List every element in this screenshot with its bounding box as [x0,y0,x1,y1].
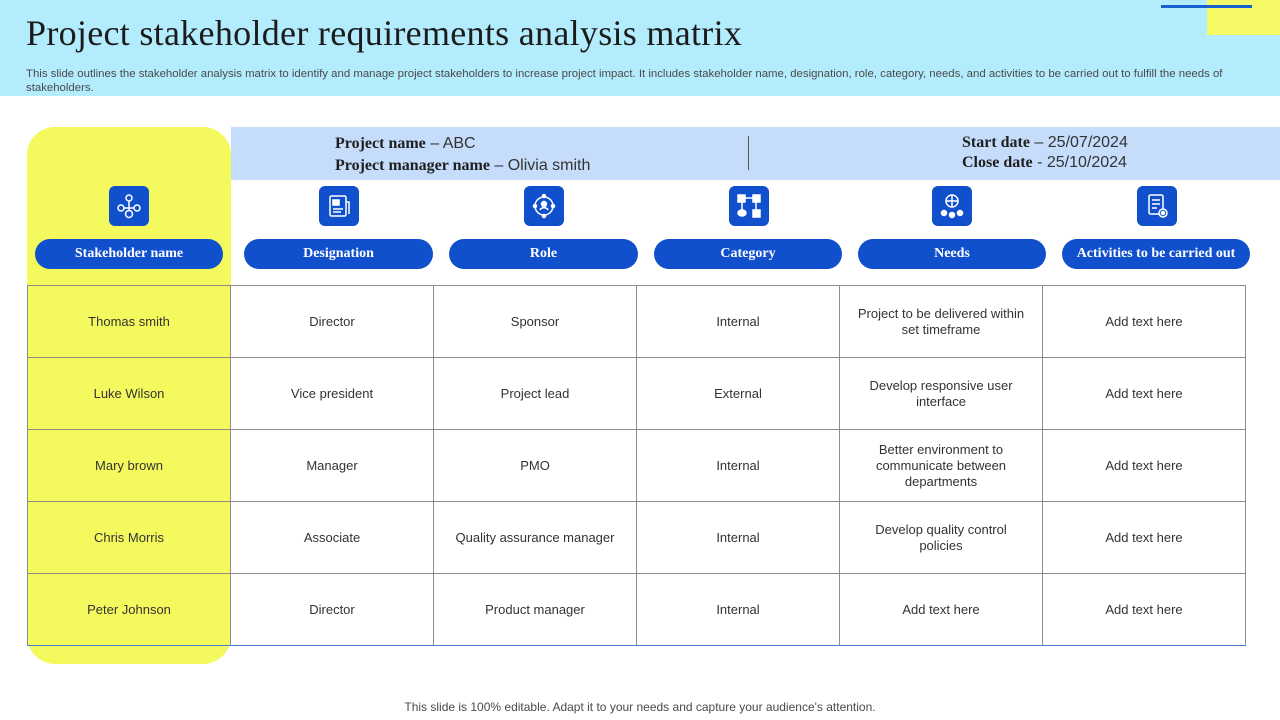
activities-cell: Add text here [1043,286,1246,358]
category-cell: Internal [637,286,840,358]
designation-cell: Associate [231,502,434,574]
project-info-left [335,133,590,177]
project-name-line [335,133,590,155]
needs-cell: Better environment to communicate between departments [840,430,1043,502]
page-title: Project stakeholder requirements analysis matrix [26,13,743,53]
stakeholder-matrix-table [27,285,1246,646]
table-row [28,430,1246,502]
needs-cell: Develop responsive user interface [840,358,1043,430]
activities-cell: Add text here [1043,574,1246,646]
category-cell: Internal [637,574,840,646]
stakeholder-name-cell: Chris Morris [28,502,231,574]
designation-cell: Manager [231,430,434,502]
role-cell: Quality assurance manager [434,502,637,574]
close-date-line [962,153,1128,173]
needs-cell: Add text here [840,574,1043,646]
needs-cell: Develop quality control policies [840,502,1043,574]
activities-cell: Add text here [1043,502,1246,574]
stakeholder-name-cell: Mary brown [28,430,231,502]
footer-note: This slide is 100% editable. Adapt it to your needs and capture your audience's attention. [404,700,876,714]
column-header-designation: Designation [244,239,433,269]
table-row [28,358,1246,430]
category-flowchart-icon [729,186,769,226]
project-manager-value: – Olivia smith [489,157,591,174]
category-cell: Internal [637,430,840,502]
designation-cell: Director [231,286,434,358]
stakeholder-name-cell: Peter Johnson [28,574,231,646]
activities-cell: Add text here [1043,358,1246,430]
stakeholder-name-cell: Luke Wilson [28,358,231,430]
table-row [28,502,1246,574]
role-cell: Project lead [434,358,637,430]
project-name-label: Project name [335,135,426,152]
project-name-value: – ABC [425,135,476,152]
role-cell: PMO [434,430,637,502]
table-row [28,574,1246,646]
role-cell: Product manager [434,574,637,646]
role-cycle-icon [524,186,564,226]
activities-cell: Add text here [1043,430,1246,502]
column-header-category: Category [654,239,842,269]
start-date-label: Start date [962,134,1030,151]
stakeholders-network-icon [109,186,149,226]
project-manager-label: Project manager name [335,157,490,174]
close-date-value: - 25/10/2024 [1032,154,1127,171]
column-header-needs: Needs [858,239,1046,269]
start-date-line [962,133,1128,153]
designation-cell: Vice president [231,358,434,430]
designation-cell: Director [231,574,434,646]
start-date-value: – 25/07/2024 [1029,134,1128,151]
category-cell: External [637,358,840,430]
role-cell: Sponsor [434,286,637,358]
checklist-gear-icon [1137,186,1177,226]
stakeholder-name-cell: Thomas smith [28,286,231,358]
project-manager-line [335,155,590,177]
needs-cell: Project to be delivered within set timeframe [840,286,1043,358]
column-header-stakeholder-name: Stakeholder name [35,239,223,269]
column-header-activities: Activities to be carried out [1062,239,1250,269]
close-date-label: Close date [962,154,1033,171]
needs-globe-icon [932,186,972,226]
info-divider [748,136,749,170]
table-row [28,286,1246,358]
category-cell: Internal [637,502,840,574]
corner-accent-line [1161,5,1252,8]
project-info-right [962,133,1128,173]
column-header-role: Role [449,239,638,269]
page-description: This slide outlines the stakeholder analysis matrix to identify and manage project stakeholders to increase project impact. It includes stakeholder name, designation, role, category, needs, and activities to be carried out to fulfill the needs of stakeholders. [26,68,1223,94]
id-card-icon [319,186,359,226]
